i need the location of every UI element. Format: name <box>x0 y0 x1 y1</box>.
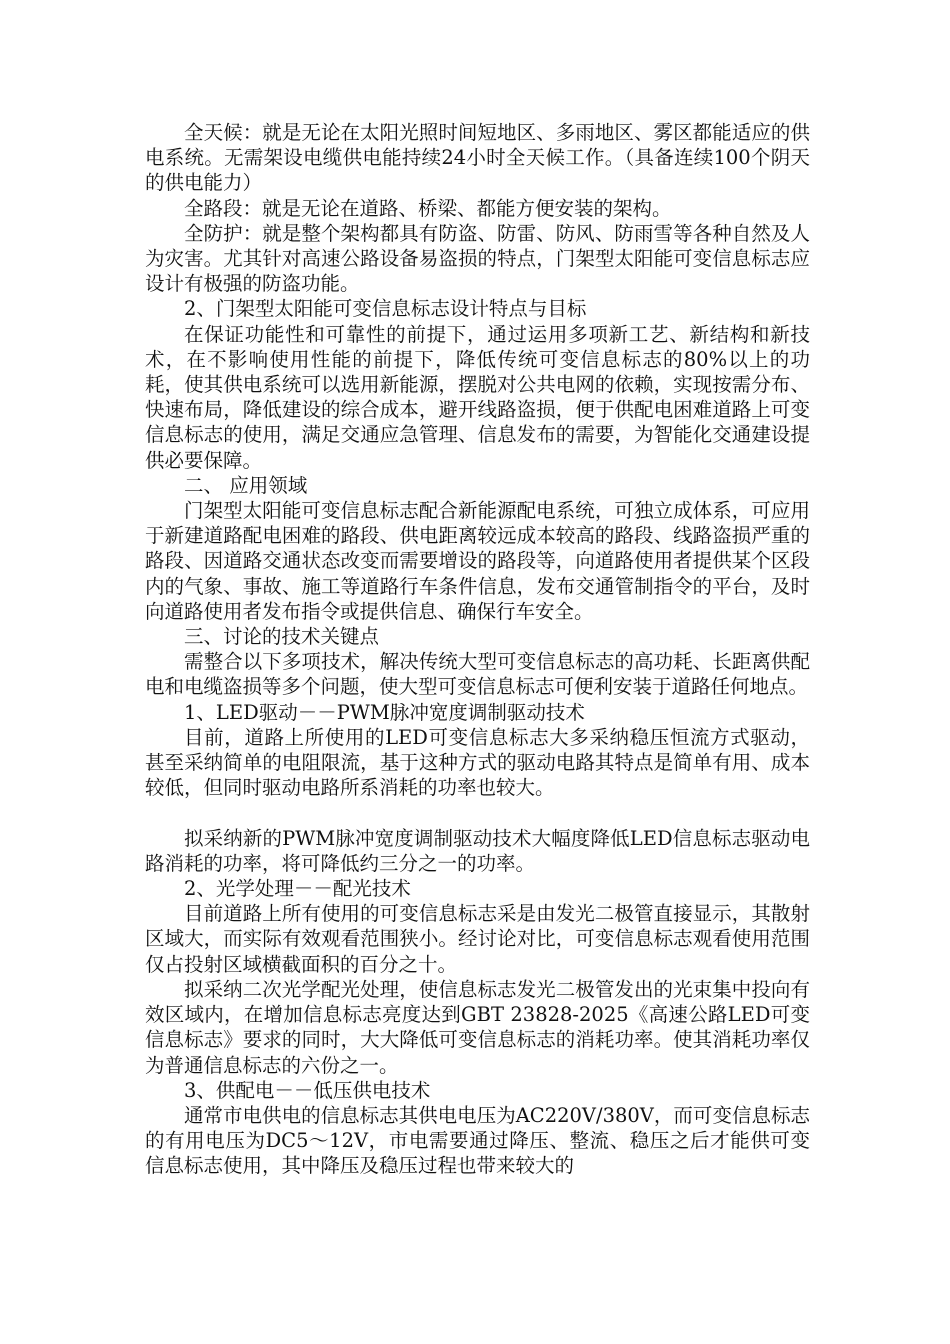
paragraph-led-driver-current: 目前，道路上所使用的LED可变信息标志大多采纳稳压恒流方式驱动，甚至采纳简单的电阻限流，基于这种方式的驱动电路其特点是简单有用、成本较低，但同时驱动电路所系消耗的功率也较大。 <box>145 725 810 800</box>
heading-key-technologies: 三、讨论的技术关键点 <box>184 625 380 649</box>
paragraph-all-weather: 全天候：就是无论在太阳光照时间短地区、多雨地区、雾区都能适应的供电系统。无需架设电缆供电能持续24小时全天候工作。（具备连续100个阴天的供电能力） <box>145 121 810 195</box>
paragraph-all-protection: 全防护：就是整个架构都具有防盗、防雷、防风、防雨雪等各种自然及人为灾害。尤其针对高速公路设备易盗损的特点，门架型太阳能可变信息标志应设计有极强的防盗功能。 <box>145 221 810 296</box>
paragraph-power-supply: 通常市电供电的信息标志其供电电压为AC220V/380V，而可变信息标志的有用电压为DC5～12V，市电需要通过降压、整流、稳压之后才能供可变信息标志使用，其中降压及稳压过程也带来较大的 <box>145 1103 810 1178</box>
paragraph-optical-secondary: 拟采纳二次光学配光处理，使信息标志发光二极管发出的光束集中投向有效区域内，在增加信息标志亮度达到GBT 23828-2025《高速公路LED可变信息标志》要求的同时，大大降低可变信息标志的消耗功率。使其消耗功率仅为普通信息标志的六份之一。 <box>145 977 810 1077</box>
paragraph-design-goals: 在保证功能性和可靠性的前提下，通过运用多项新工艺、新结构和新技术，在不影响使用性能的前提下，降低传统可变信息标志的80%以上的功耗，使其供电系统可以选用新能源，摆脱对公共电网的依赖，实现按需分布、快速布局，降低建设的综合成本，避开线路盗损，便于供配电困难道路上可变信息标志的使用，满足交通应急管理、信息发布的需要，为智能化交通建设提供必要保障。 <box>145 322 810 472</box>
paragraph-key-technologies: 需整合以下多项技术，解决传统大型可变信息标志的高功耗、长距离供配电和电缆盗损等多个问题，使大型可变信息标志可便利安装于道路任何地点。 <box>145 650 810 699</box>
document-body <box>145 120 810 1179</box>
paragraph-led-driver-pwm: 拟采纳新的PWM脉冲宽度调制驱动技术大幅度降低LED信息标志驱动电路消耗的功率，将可降低约三分之一的功率。 <box>145 826 810 875</box>
paragraph-optical-current: 目前道路上所有使用的可变信息标志采是由发光二极管直接显示，其散射区域大，而实际有效观看范围狭小。经讨论对比，可变信息标志观看使用范围仅占投射区域横截面积的百分之十。 <box>145 902 810 976</box>
heading-application-fields: 二、 应用领域 <box>184 473 308 497</box>
heading-design-goals: 2、门架型太阳能可变信息标志设计特点与目标 <box>184 297 587 321</box>
paragraph-application-fields: 门架型太阳能可变信息标志配合新能源配电系统，可独立成体系，可应用于新建道路配电困难的路段、供电距离较远成本较高的路段、线路盗损严重的路段、因道路交通状态改变而需要增设的路段等，向道路使用者提供某个区段内的气象、事故、施工等道路行车条件信息，发布交通管制指令的平台，及时向道路使用者发布指令或提供信息、确保行车安全。 <box>145 499 810 623</box>
heading-optical-processing: 2、光学处理－－配光技术 <box>184 877 411 901</box>
heading-led-driver: 1、LED驱动－－PWM脉冲宽度调制驱动技术 <box>184 700 585 724</box>
heading-power-supply: 3、供配电－－低压供电技术 <box>184 1078 431 1102</box>
paragraph-all-road: 全路段：就是无论在道路、桥梁、都能方便安装的架构。 <box>184 196 672 220</box>
